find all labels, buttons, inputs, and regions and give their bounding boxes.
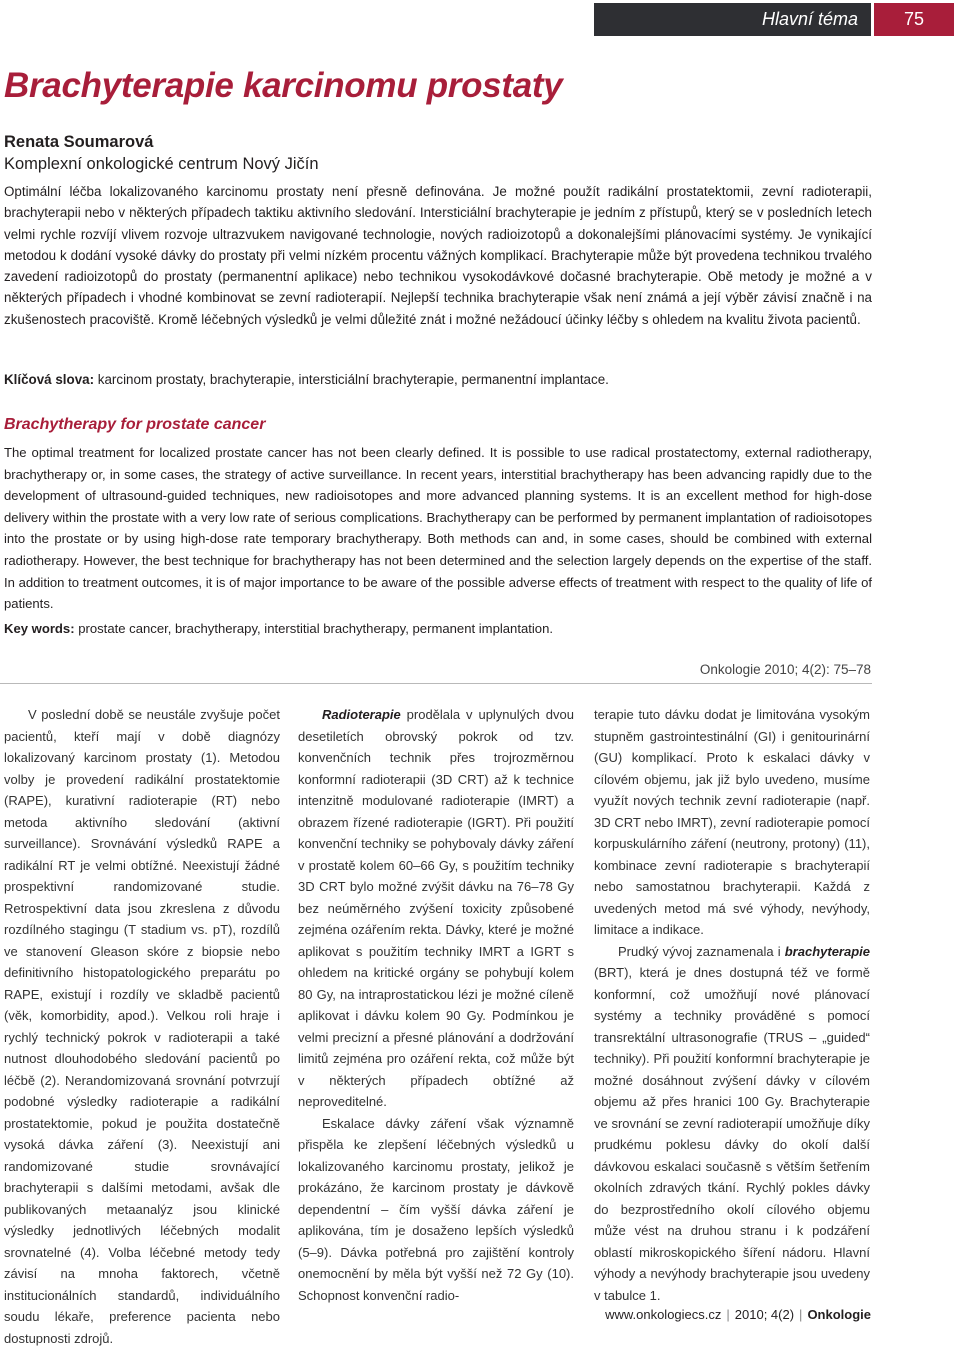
- english-title: Brachytherapy for prostate cancer: [4, 416, 266, 433]
- keywords-english: [4, 621, 872, 636]
- body-paragraph: Eskalace dávky záření však významně přispěla ke zlepšení léčebných výsledků u lokalizovaného karcinomu prostaty, jelikož je prokázáno, že karcinom prostaty je dávkově dependentní – čím vyšší dávka záření je aplikována, tím je dosaženo lepších výsledků (5–9). Dávka potřebná pro zajištění kontroly onemocnění by měla být vyšší než 72 Gy (10). Schopnost konvenční radio-: [298, 1115, 574, 1303]
- abstract-english: The optimal treatment for localized prostate cancer has not been clearly defined. It is possible to use radical prostatectomy, external radiotherapy, brachytherapy or, in some cases, the strategy of active surveillance. In recent years, interstitial brachytherapy has been advancing rapidly due to the development of ultrasound-guided techniques, new radioisotopes and more advanced planning systems. It is an excellent method for high-dose delivery within the prostate with a very low rate of serious complications. Brachytherapy can be performed by permanent implantation of radioisotopes into the prostate or by using high-dose rate temporary brachytherapy. Both methods can and, in some cases, should be combined with external radiotherapy. However, the best technique for brachytherapy has not been determined and the selection largely depends on the expertise of the staff. In addition to treatment outcomes, it is of major importance to be aware of the possible adverse effects of treatment with respect to the quality of life of patients.: [4, 445, 872, 612]
- keywords-czech-text: karcinom prostaty, brachyterapie, intersticiální brachyterapie, permanentní implantace.: [94, 372, 609, 387]
- divider: [0, 683, 872, 684]
- author-name: Renata Soumarová: [4, 133, 154, 151]
- lead-term-radioterapie: Radioterapie: [322, 707, 401, 722]
- journal-name: Onkologie: [807, 1307, 871, 1322]
- section-header: [594, 3, 871, 36]
- body-column-3: [594, 704, 870, 1306]
- lead-term-brachyterapie: brachyterapie: [784, 943, 870, 959]
- body-column-1: [4, 704, 280, 1349]
- citation: Onkologie 2010; 4(2): 75–78: [699, 662, 871, 677]
- body-paragraph: Radioterapie prodělala v uplynulých dvou desetiletích obrovský pokrok od tzv. konvenčních technik přes trojrozměrnou konformní radioterapii (3D CRT) až k technice intenzitně modulované radioterapie (IMRT) a obrazem řízené radioterapie (IGRT). Při použití konvenční techniky se pohybovaly dávky záření v prostatě kolem 60–66 Gy, s použitím techniky 3D CRT bylo možné zvýšit dávku na 76–78 Gy bez neúměrného zvýšení toxicity způsobené zejména ozářením rekta. Dávky, které je možné aplikovat s použitím techniky IMRT a IGRT s ohledem na kritické orgány se pohybují kolem 80 Gy, na intraprostatickou lézi je možné cíleně aplikovat i dávku kolem 90 Gy. Podmínkou je velmi precizní a přesné plánování a dodržování limitů zejména pro ozáření rekta, což může být v některých případech obtížné až neproveditelné.: [298, 707, 574, 1109]
- keywords-english-label: Key words:: [4, 621, 75, 636]
- abstract-czech: Optimální léčba lokalizovaného karcinomu prostaty není přesně definována. Je možné použít radikální prostatektomii, zevní radioterapii, brachyterapii nebo v některých případech taktiku aktivního sledování. Intersticiální brachyterapie je jedním z přístupů, který se v posledních letech velmi rychle rozvíjí vlivem rozvoje ultrazvukem navigované technologie, nových radioizotopů a dokonalejšími plánovacími systémy. Je vynikající metodou k dodání vysoké dávky do prostaty při velmi nízkém procentu vážných komplikací. Brachyterapie může být provedena technikou trvalého zavedení radioizotopů do prostaty (permanentní aplikace) nebo technikou vysokodávkové dočasné brachyterapie. Obě metody je možné a v některých případech i vhodné kombinovat se zevní radioterapií. Nejlepší technika brachyterapie však není známá a její výběr závisí značně i na zkušenostech pracoviště. Kromě léčebných výsledků je velmi důležité znát i možné nežádoucí účinky léčby s ohledem na kvalitu života pacientů.: [4, 184, 872, 327]
- journal-issue: 2010; 4(2): [734, 1307, 795, 1322]
- body-paragraph: terapie tuto dávku dodat je limitována vysokým stupněm gastrointestinální (GI) i genitourinární (GU) komplikací. Proto k eskalaci dávky v cílovém objemu, jak již bylo uvedeno, musíme využít nových technik zevní radioterapie (např. 3D CRT nebo IMRT), zevní radioterapie pomocí korpuskulárního záření (neutrony, protony) (11), kombinace zevní radioterapie s brachyterapií nebo samostatnou brachyterapii. Každá z uvedených metod má své výhody, nevýhody, limitace a indikace.: [594, 707, 870, 937]
- keywords-english-text: prostate cancer, brachytherapy, interstitial brachytherapy, permanent implantation.: [74, 621, 553, 636]
- section-label: Hlavní téma: [761, 9, 858, 29]
- body-column-2: [298, 704, 574, 1306]
- body-paragraph: V poslední době se neustále zvyšuje počet pacientů, kteří mají v době diagnózy lokalizovaný karcinom prostaty (1). Metodou volby je provedení radikální prostatektomie (RAPE), kurativní radioterapie (RT) nebo metoda aktivního sledování (aktivní surveillance). Srovnávání výsledků RAPE a radikální RT je velmi obtížné. Neexistují žádné prospektivní randomizované studie. Retrospektivní data jsou zkreslena z důvodu rozdílného stagingu (T stadium vs. pT), rozdílů ve stanovení Gleason skóre z biopsie nebo definitivního histopatologického preparátu po RAPE, existují i rozdíly ve skladbě pacientů (věk, komorbidity, apod.). Velkou roli hraje i rychlý technický pokrok v radioterapii a také nutnost dlouhodobého sledování pacientů po léčbě (2). Nerandomizovaná srovnání potvrzují podobné výsledky radioterapie a radikální prostatektomie, pokud je použita dostatečně vysoká dávka záření (3). Neexistují ani randomizované studie srovnávající brachyterapii s dalšími metodami, avšak dle publikovaných metaanalýz jsou klinické výsledky jednotlivých léčebných modalit srovnatelné (4). Volba léčebné metody tedy závisí na mnoha faktorech, včetně institucionálních standardů, individuálního soudu lékaře, preference pacienta nebo dostupnosti zdrojů.: [4, 707, 280, 1346]
- page-footer: www.onkologiecs.cz | 2010; 4(2) | Onkologie: [605, 1307, 871, 1322]
- journal-url: www.onkologiecs.cz: [605, 1307, 722, 1322]
- body-paragraph: Prudký vývoj zaznamenala i brachyterapie (BRT), která je dnes dostupná též ve formě konformní, což umožňují nové plánovací systémy a techniky prováděné s pomocí transrektální ultrasonografie (TRUS – „guided“ techniky). Při použití konformní brachyterapie je možné dosáhnout zvýšení dávky v cílovém objemu až přes hranici 100 Gy. Brachyterapie ve srovnání se zevní radioterapií umožňuje díky prudkému poklesu dávky do okolí další dávkovou eskalaci současně s větším šetřením okolních zdravých tkání. Rychlý pokles dávky do bezprostředního okolí cílového objemu může vést na druhou stranu i k podzáření oblastí mikroskopického šíření nádoru. Hlavní výhody a nevýhody brachyterapie jsou uvedeny v tabulce 1.: [594, 943, 870, 1303]
- page-number: 75: [874, 3, 954, 36]
- author-affiliation: Komplexní onkologické centrum Nový Jičín: [4, 155, 319, 173]
- keywords-czech: [4, 372, 872, 387]
- article-title: Brachyterapie karcinomu prostaty: [4, 66, 563, 105]
- keywords-czech-label: Klíčová slova:: [4, 372, 95, 387]
